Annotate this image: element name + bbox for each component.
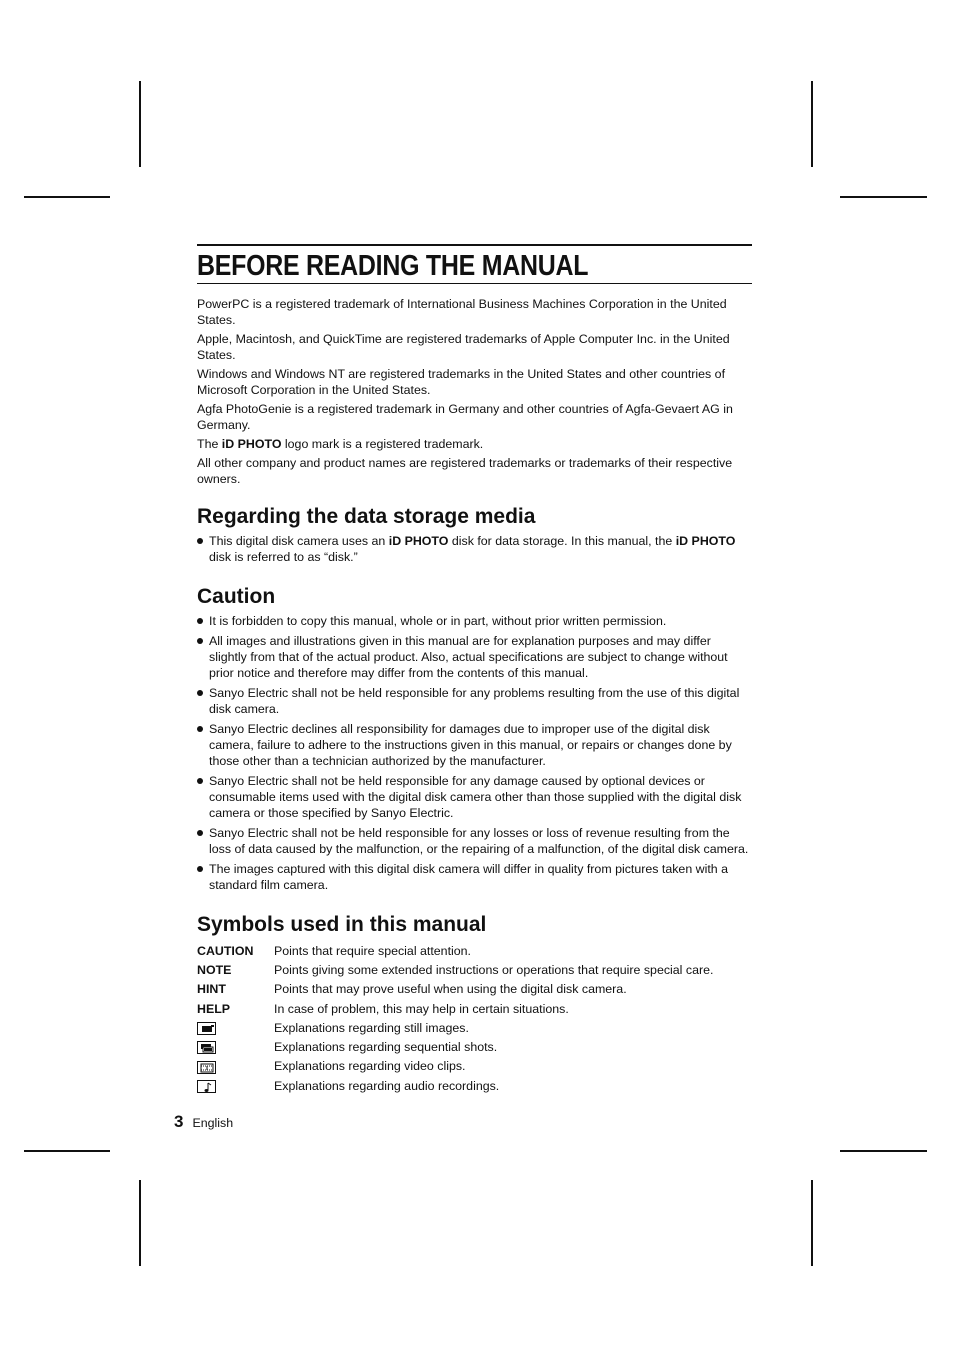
bullet-item: Sanyo Electric shall not be held responsible for any damage caused by optional devices or consumable items used with the digital disk camera other than those supplied with the digital disk camera or those specified by Sanyo Electric. xyxy=(197,773,752,821)
symbol-key xyxy=(197,1079,274,1093)
trademark-paragraph: Windows and Windows NT are registered trademarks in the United States and other countries of Microsoft Corporation in the United States. xyxy=(197,367,726,397)
crop-mark xyxy=(139,81,141,167)
trademark-paragraph: Apple, Macintosh, and QuickTime are registered trademarks of Apple Computer Inc. in the United States. xyxy=(197,332,730,362)
symbol-key xyxy=(197,1040,274,1054)
crop-mark xyxy=(840,196,927,198)
bullet-item xyxy=(197,533,752,565)
bullet-item: All images and illustrations given in this manual are for explanation purposes and may differ slightly from that of the actual product. Also, actual specifications are subject to change without prior notice and therefore may differ from the contents of this manual. xyxy=(197,633,752,681)
symbol-row xyxy=(197,980,752,999)
symbol-key xyxy=(197,1059,274,1073)
trademark-paragraph: All other company and product names are registered trademarks or trademarks of their respective owners. xyxy=(197,456,733,486)
page-number: 3 xyxy=(174,1112,184,1131)
idphoto-brand: iD PHOTO xyxy=(221,437,282,451)
crop-mark xyxy=(24,1150,110,1152)
text: logo mark is a registered trademark. xyxy=(281,437,484,451)
symbol-row xyxy=(197,1076,752,1095)
page-footer xyxy=(174,1112,233,1132)
storage-heading: Regarding the data storage media xyxy=(197,505,536,528)
text: disk is referred to as “disk.” xyxy=(209,550,358,564)
symbol-row xyxy=(197,999,752,1018)
symbol-row xyxy=(197,960,752,979)
symbol-key: CAUTION xyxy=(197,943,254,958)
symbol-description: Explanations regarding sequential shots. xyxy=(274,1040,498,1055)
symbol-description: Explanations regarding video clips. xyxy=(274,1059,466,1074)
sequential-shots-icon xyxy=(197,1041,216,1054)
symbol-row xyxy=(197,941,752,960)
idphoto-brand: iD PHOTO xyxy=(675,534,736,548)
caution-list xyxy=(197,613,752,893)
audio-note-icon xyxy=(197,1080,216,1093)
symbols-heading: Symbols used in this manual xyxy=(197,913,487,936)
text: disk for data storage. In this manual, the xyxy=(448,534,676,548)
symbol-description: Points that require special attention. xyxy=(274,943,471,958)
storage-list xyxy=(197,533,752,565)
crop-mark xyxy=(139,1180,141,1266)
bullet-item: It is forbidden to copy this manual, whole or in part, without prior written permission. xyxy=(197,613,752,629)
bullet-item: The images captured with this digital disk camera will differ in quality from pictures taken with a standard film camera. xyxy=(197,861,752,893)
text: This digital disk camera uses an xyxy=(209,534,389,548)
crop-mark xyxy=(811,81,813,167)
bullet-item: Sanyo Electric shall not be held responsible for any problems resulting from the use of this digital disk camera. xyxy=(197,685,752,717)
trademark-paragraph: Agfa PhotoGenie is a registered trademark in Germany and other countries of Agfa-Gevaert AG in Germany. xyxy=(197,402,733,432)
symbol-row xyxy=(197,1057,752,1076)
symbol-description: In case of problem, this may help in certain situations. xyxy=(274,1001,569,1016)
still-image-icon xyxy=(197,1022,216,1035)
idphoto-trademark-paragraph xyxy=(197,436,752,452)
symbol-key: HELP xyxy=(197,1001,231,1016)
symbol-key: HINT xyxy=(197,982,226,997)
trademark-paragraph: PowerPC is a registered trademark of International Business Machines Corporation in the United States. xyxy=(197,297,727,327)
symbol-row xyxy=(197,1018,752,1037)
symbol-row xyxy=(197,1037,752,1056)
text: The xyxy=(197,437,222,451)
idphoto-brand: iD PHOTO xyxy=(388,534,449,548)
symbol-description: Points that may prove useful when using the digital disk camera. xyxy=(274,982,627,997)
symbol-key xyxy=(197,1021,274,1035)
symbol-description: Explanations regarding still images. xyxy=(274,1020,469,1035)
bullet-item: Sanyo Electric declines all responsibility for damages due to improper use of the digital disk camera, failure to adhere to the instructions given in this manual, or repairs or changes done by those other than a technician authorized by the manufacturer. xyxy=(197,721,752,769)
symbol-description: Explanations regarding audio recordings. xyxy=(274,1078,500,1093)
crop-mark xyxy=(840,1150,927,1152)
page-content xyxy=(197,244,752,1095)
caution-heading: Caution xyxy=(197,585,276,608)
crop-mark xyxy=(24,196,110,198)
symbol-key: NOTE xyxy=(197,962,232,977)
symbol-description: Points giving some extended instructions or operations that require special care. xyxy=(274,962,714,977)
bullet-item: Sanyo Electric shall not be held responsible for any losses or loss of revenue resulting from the loss of data caused by the malfunction, or the repairing of a malfunction, of the digital disk camera. xyxy=(197,825,752,857)
footer-language: English xyxy=(192,1116,234,1130)
page-title: BEFORE READING THE MANUAL xyxy=(197,250,589,282)
video-clip-icon xyxy=(197,1061,216,1074)
symbols-table xyxy=(197,941,752,1095)
title-rule xyxy=(197,283,752,284)
crop-mark xyxy=(811,1180,813,1266)
